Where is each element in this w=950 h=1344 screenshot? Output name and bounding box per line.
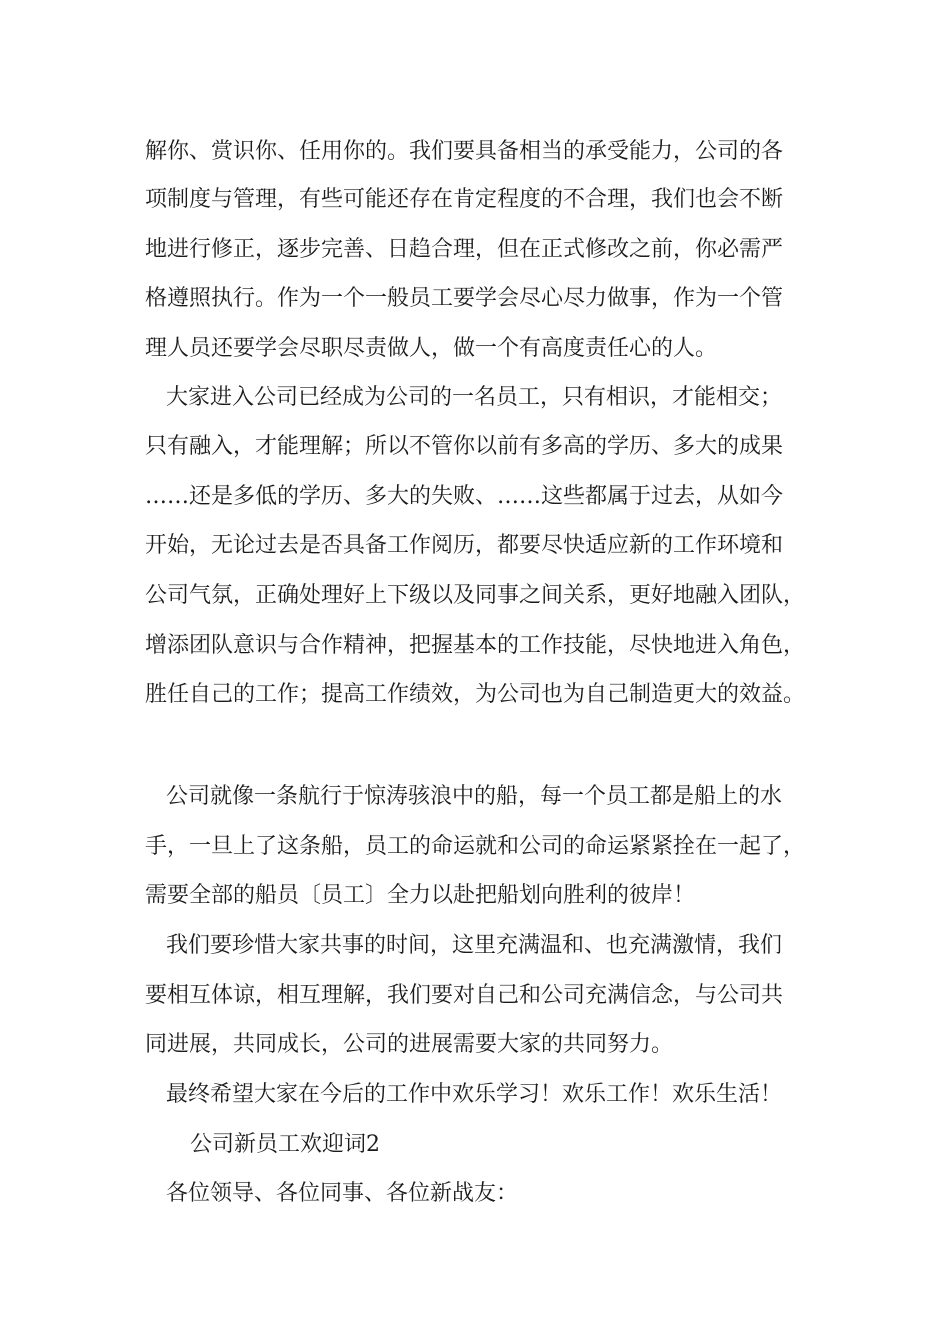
paragraph-line: 只有融入，才能理解；所以不管你以前有多高的学历、多大的成果 — [145, 434, 784, 459]
paragraph-line: 大家进入公司已经成为公司的一名员工，只有相识，才能相交； — [166, 385, 783, 410]
paragraph-line: 地进行修正，逐步完善、日趋合理，但在正式修改之前，你必需严 — [145, 237, 784, 262]
paragraph-line: 需要全部的船员〔员工〕全力以赴把船划向胜利的彼岸！ — [145, 883, 696, 908]
paragraph-line: 胜任自己的工作；提高工作绩效，为公司也为自己制造更大的效益。 — [145, 682, 806, 707]
section-title: 公司新员工欢迎词2 — [190, 1132, 380, 1157]
salutation-line: 各位领导、各位同事、各位新战友： — [166, 1181, 519, 1206]
paragraph-line: 公司气氛，正确处理好上下级以及同事之间关系，更好地融入团队， — [145, 583, 806, 608]
paragraph-line: 要相互体谅，相互理解，我们要对自己和公司充满信念，与公司共 — [145, 983, 784, 1008]
paragraph-line: 项制度与管理，有些可能还存在肯定程度的不合理，我们也会不断 — [145, 187, 784, 212]
paragraph-line: 增添团队意识与合作精神，把握基本的工作技能，尽快地进入角色， — [145, 633, 806, 658]
paragraph-line: 我们要珍惜大家共事的时间，这里充满温和、也充满激情，我们 — [166, 933, 783, 958]
paragraph-line: 同进展，共同成长，公司的进展需要大家的共同努力。 — [145, 1032, 674, 1057]
paragraph-line: 格遵照执行。作为一个一般员工要学会尽心尽力做事，作为一个管 — [145, 286, 784, 311]
paragraph-line: 解你、赏识你、任用你的。我们要具备相当的承受能力，公司的各 — [145, 139, 784, 164]
paragraph-line: 最终希望大家在今后的工作中欢乐学习！欢乐工作！欢乐生活！ — [166, 1082, 783, 1107]
paragraph-line: ……还是多低的学历、多大的失败、……这些都属于过去，从如今 — [145, 484, 784, 509]
paragraph-line: 理人员还要学会尽职尽责做人，做一个有高度责任心的人。 — [145, 336, 718, 361]
paragraph-line: 开始，无论过去是否具备工作阅历，都要尽快适应新的工作环境和 — [145, 533, 784, 558]
paragraph-line: 公司就像一条航行于惊涛骇浪中的船，每一个员工都是船上的水 — [166, 784, 783, 809]
paragraph-line: 手，一旦上了这条船，员工的命运就和公司的命运紧紧拴在一起了， — [145, 834, 806, 859]
